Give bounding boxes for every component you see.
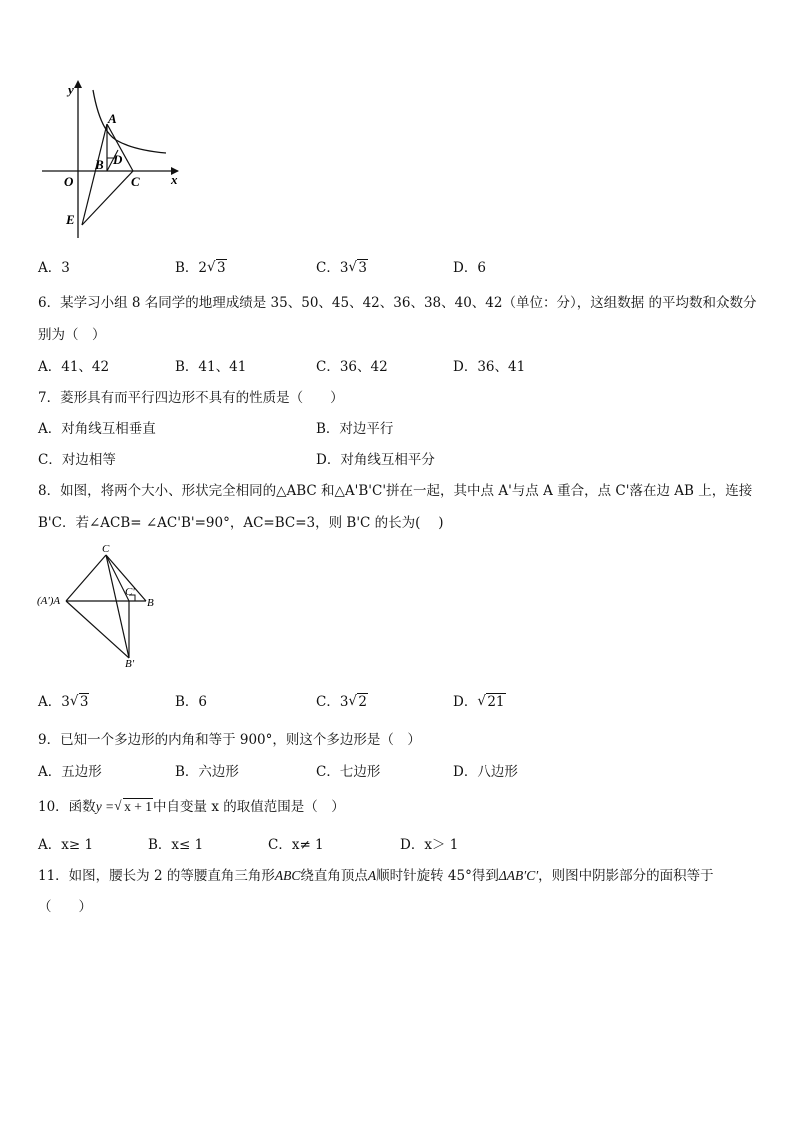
- q8-option-a-prefix: A．3: [38, 694, 70, 710]
- q11-stem-part-b: 绕直角顶点: [300, 868, 368, 884]
- q5-option-c-prefix: C．3: [316, 260, 349, 276]
- q6-option-b[interactable]: B．41、41: [175, 359, 247, 375]
- q8-stem-line2: B'C．若∠ACB= ∠AC'B'=90°，AC=BC=3，则 B'C 的长为( ): [38, 515, 444, 531]
- q8-option-b[interactable]: B．6: [175, 694, 208, 710]
- q10-option-a[interactable]: A．x≥ 1: [38, 837, 94, 853]
- q9-stem: 9．已知一个多边形的内角和等于 900°，则这个多边形是（ ）: [38, 732, 421, 748]
- figure-hyperbola: [38, 78, 188, 243]
- label-e: E: [66, 212, 75, 227]
- q11-rotated-triangle: ΔAB′C′: [498, 868, 539, 883]
- segment-a-b-prime: [66, 601, 129, 658]
- q10-function-sqrt: [114, 799, 153, 815]
- label-c: C: [102, 543, 110, 555]
- segment-c-b-prime: [106, 555, 129, 658]
- label-a: (A')A: [37, 595, 61, 607]
- q8-option-d-radicand: 21: [487, 694, 505, 710]
- label-x: x: [171, 172, 178, 187]
- q7-stem: 7．菱形具有而平行四边形不具有的性质是（ ）: [38, 390, 344, 406]
- q11-stem-part-c: 顺时针旋转 45°得到: [376, 868, 499, 884]
- q7-option-a[interactable]: A．对角线互相垂直: [38, 421, 156, 437]
- q5-option-b-radicand: 3: [217, 260, 226, 276]
- q5-option-b-prefix: B．2: [175, 260, 208, 276]
- q11-stem-line1: [38, 864, 714, 884]
- q11-stem-line2: （ ）: [38, 899, 92, 915]
- label-b-prime: B': [125, 658, 135, 670]
- q5-option-c[interactable]: [316, 256, 368, 276]
- label-a: A: [108, 111, 117, 126]
- q8-option-c-sqrt: [348, 694, 368, 710]
- q10-option-d[interactable]: D．x＞ 1: [400, 837, 459, 853]
- q8-option-c-radicand: 2: [358, 694, 368, 710]
- q10-option-c[interactable]: C．x≠ 1: [268, 837, 324, 853]
- q9-option-b[interactable]: B．六边形: [175, 764, 239, 780]
- label-b: B: [147, 597, 154, 609]
- q11-vertex-a: A: [367, 868, 377, 883]
- q10-function-lhs: y =: [95, 799, 115, 814]
- q8-option-c[interactable]: [316, 690, 368, 710]
- q11-stem-part-a: 11．如图，腰长为 2 的等腰直角三角形: [38, 868, 275, 884]
- q8-option-a-radicand: 3: [79, 694, 89, 710]
- q7-option-c[interactable]: C．对边相等: [38, 452, 116, 468]
- label-o: O: [64, 174, 74, 189]
- q9-option-a[interactable]: A．五边形: [38, 764, 102, 780]
- q10-stem: [38, 795, 345, 815]
- q8-option-a-sqrt: [70, 694, 90, 710]
- q11-triangle-abc: ABC: [274, 868, 301, 883]
- q9-option-c[interactable]: C．七边形: [316, 764, 381, 780]
- q8-option-d-sqrt: [477, 694, 505, 710]
- q6-stem-line2: 别为（ ）: [38, 327, 106, 343]
- q9-option-d[interactable]: D．八边形: [453, 764, 518, 780]
- q7-option-b[interactable]: B．对边平行: [316, 421, 394, 437]
- q10-stem-suffix: 中自变量 x 的取值范围是（ ）: [153, 799, 345, 815]
- y-axis-arrow: [74, 80, 82, 88]
- q8-option-c-prefix: C．3: [316, 694, 349, 710]
- segment-ac: [66, 555, 106, 601]
- q5-option-d[interactable]: D．6: [453, 260, 486, 276]
- segment-ea: [82, 124, 107, 225]
- label-y: y: [68, 82, 74, 97]
- q5-option-b-sqrt: [207, 260, 227, 276]
- label-b: B: [95, 157, 104, 172]
- q11-stem-part-d: ，则图中阴影部分的面积等于: [538, 868, 714, 884]
- q6-option-d[interactable]: D．36、41: [453, 359, 526, 375]
- q5-option-b[interactable]: [175, 256, 227, 276]
- q8-option-a[interactable]: [38, 690, 89, 710]
- q8-option-d[interactable]: [453, 690, 506, 710]
- q10-stem-prefix: 10．函数: [38, 799, 96, 815]
- q5-option-a[interactable]: A．3: [38, 260, 70, 276]
- q6-option-a[interactable]: A．41、42: [38, 359, 110, 375]
- q6-option-c[interactable]: C．36、42: [316, 359, 388, 375]
- label-c: C: [131, 174, 140, 189]
- segment-ec: [82, 171, 133, 225]
- q8-stem-line1: 8．如图，将两个大小、形状完全相同的△ABC 和△A'B'C'拼在一起，其中点 A'与点 A 重合，点 C'落在边 AB 上，连接: [38, 483, 753, 499]
- q10-function-radicand: x + 1: [124, 799, 153, 814]
- q5-option-c-radicand: 3: [358, 260, 368, 276]
- label-d: D: [113, 152, 123, 167]
- q10-option-b[interactable]: B．x≤ 1: [148, 837, 204, 853]
- figure-triangles: [36, 540, 166, 670]
- q8-option-d-prefix: D．: [453, 694, 478, 710]
- hyperbola-curve: [93, 90, 166, 153]
- label-c-prime: C': [125, 586, 135, 598]
- q5-option-c-sqrt: [348, 260, 368, 276]
- q6-stem-line1: 6．某学习小组 8 名同学的地理成绩是 35、50、45、42、36、38、40、42（单位：分），这组数据 的平均数和众数分: [38, 295, 757, 311]
- q7-option-d[interactable]: D．对角线互相平分: [316, 452, 435, 468]
